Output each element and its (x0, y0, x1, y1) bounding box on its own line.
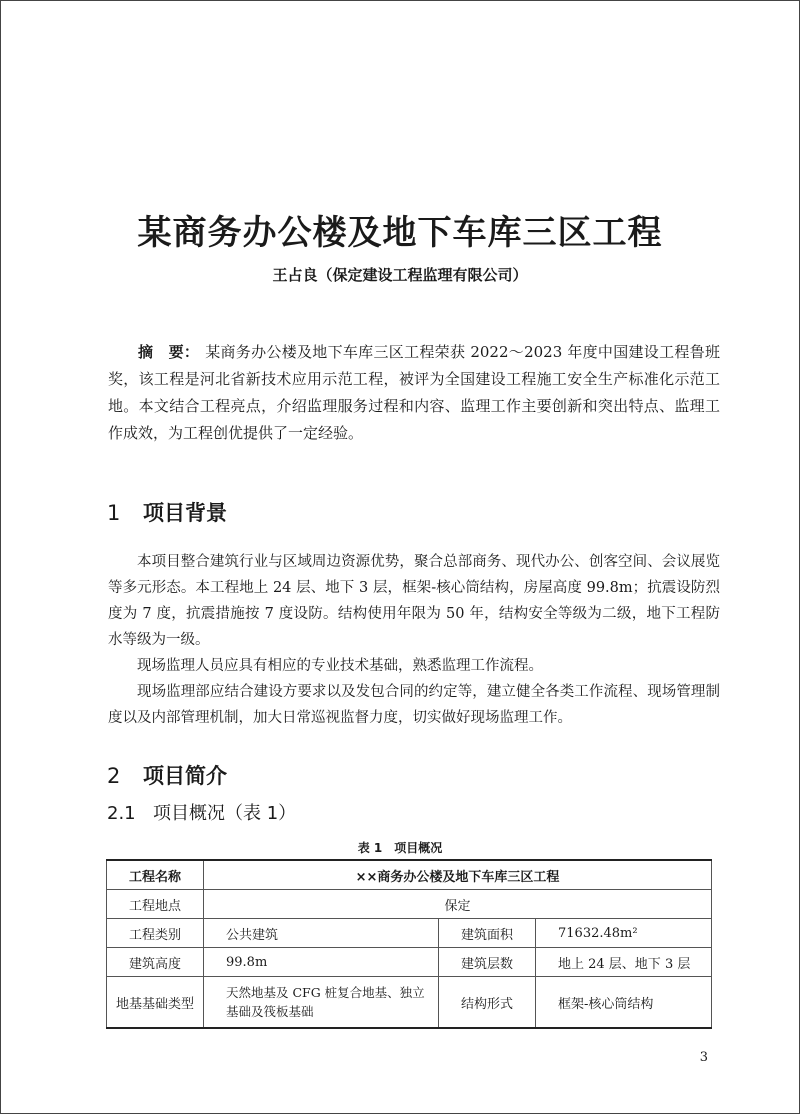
page-number: 3 (699, 1050, 708, 1065)
table-label-cell: 建筑面积 (439, 919, 536, 948)
table-value-cell: 保定 (204, 890, 712, 919)
project-overview-table (106, 859, 712, 1029)
table-caption: 表 1 项目概况 (357, 841, 443, 855)
paragraph: 本项目整合建筑行业与区域周边资源优势，聚合总部商务、现代办公、创客空间、会议展览等多元形态。本工程地上 24 层、地下 3 层，框架-核心筒结构，房屋高度 99.8m；抗震设防烈度为 7 度，抗震措施按 7 度设防。结构使用年限为 50 年，结构安全等级为二级，地下工程防水等级为一级。 (108, 554, 720, 648)
table-row (107, 890, 712, 919)
section-1-number: 1 (107, 501, 121, 525)
section-2-heading (107, 760, 227, 790)
subsection-number: 2.1 (107, 803, 136, 824)
table-row (107, 860, 712, 890)
table-value-cell: 71632.48m² (536, 919, 712, 948)
table-label-cell: 建筑层数 (439, 948, 536, 977)
table-label-cell: 工程类别 (107, 919, 204, 948)
table-value-cell: ××商务办公楼及地下车库三区工程 (204, 860, 712, 890)
paper-author: 王占良（保定建设工程监理有限公司） (272, 266, 528, 284)
table-row (107, 977, 712, 1029)
table-row (107, 919, 712, 948)
section-2-number: 2 (107, 764, 121, 788)
table-label-cell: 建筑高度 (107, 948, 204, 977)
paragraph: 现场监理部应结合建设方要求以及发包合同的约定等，建立健全各类工作流程、现场管理制度以及内部管理机制，加大日常巡视监督力度，切实做好现场监理工作。 (108, 684, 720, 726)
table-value-cell: 天然地基及 CFG 桩复合地基、独立基础及筏板基础 (204, 977, 439, 1029)
section-2-title: 项目简介 (143, 764, 227, 788)
table-value-cell: 99.8m (204, 948, 439, 977)
table-label-cell: 工程地点 (107, 890, 204, 919)
table-label-cell: 结构形式 (439, 977, 536, 1029)
section-1-heading (107, 497, 227, 527)
table-row (107, 948, 712, 977)
subsection-2-1-heading (107, 799, 296, 825)
table-value-cell: 框架-核心筒结构 (536, 977, 712, 1029)
paper-title: 某商务办公楼及地下车库三区工程 (137, 213, 663, 253)
table-value-cell: 公共建筑 (204, 919, 439, 948)
section-1-title: 项目背景 (143, 501, 227, 525)
table-label-cell: 工程名称 (107, 860, 204, 890)
table-value-cell: 地上 24 层、地下 3 层 (536, 948, 712, 977)
abstract (108, 339, 720, 447)
subsection-title: 项目概况（表 1） (153, 803, 297, 824)
abstract-label: 摘 要： (138, 343, 200, 361)
abstract-text: 某商务办公楼及地下车库三区工程荣获 2022～2023 年度中国建设工程鲁班奖，该工程是河北省新技术应用示范工程，被评为全国建设工程施工安全生产标准化示范工地。本文结合工程亮点，介绍监理服务过程和内容、监理工作主要创新和突出特点、监理工作成效，为工程创优提供了一定经验。 (108, 343, 720, 442)
table-label-cell: 地基基础类型 (107, 977, 204, 1029)
paragraph: 现场监理人员应具有相应的专业技术基础，熟悉监理工作流程。 (137, 658, 543, 674)
section-1-body (108, 549, 720, 731)
